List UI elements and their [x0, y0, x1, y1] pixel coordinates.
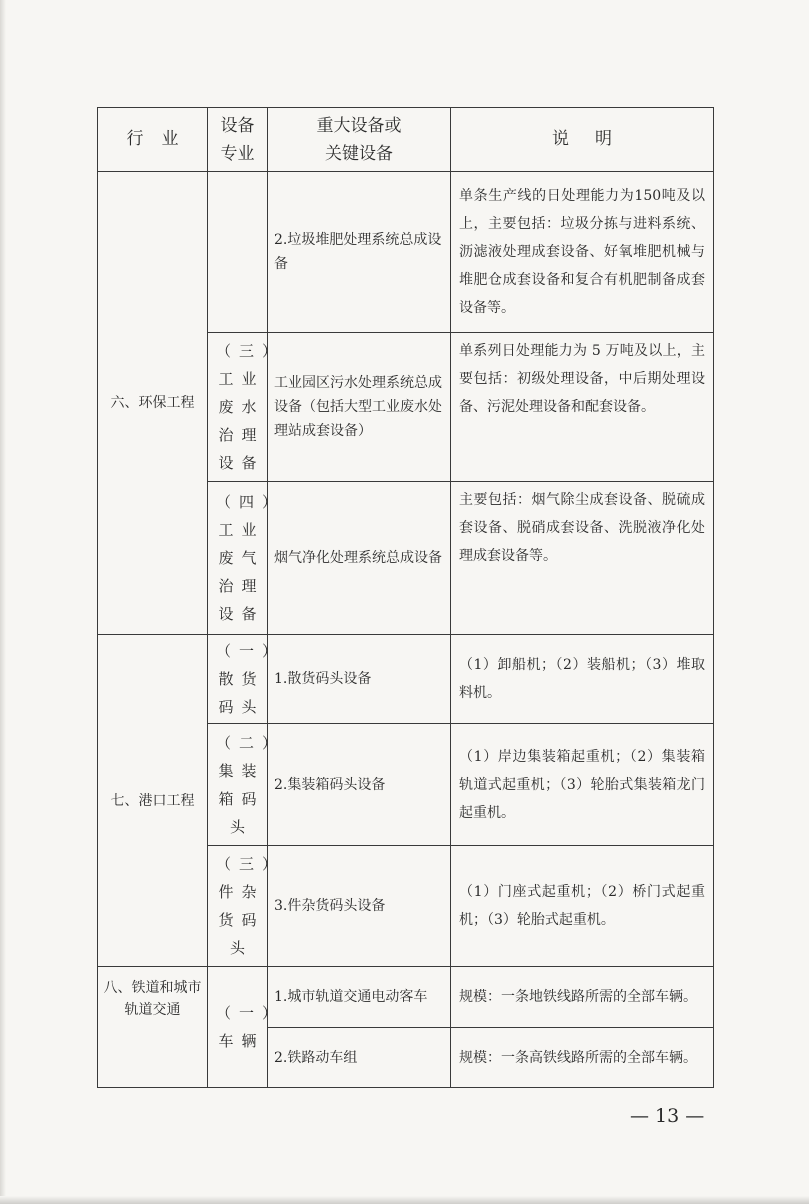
- equipment-cell: 2.铁路动车组: [268, 1028, 451, 1088]
- industry-cell-railway: 八、铁道和城市轨道交通: [98, 967, 208, 1088]
- note-cell: （1）岸边集装箱起重机；（2）集装箱轨道式起重机；（3）轮胎式集装箱龙门起重机。: [451, 724, 714, 846]
- header-specialty: 设备 专业: [208, 108, 268, 172]
- note-cell: 规模：一条高铁线路所需的全部车辆。: [451, 1028, 714, 1088]
- page-number: — 13 —: [630, 1105, 705, 1127]
- equipment-cell: 2.垃圾堆肥处理系统总成设备: [268, 172, 451, 333]
- note-cell: 规模：一条地铁线路所需的全部车辆。: [451, 967, 714, 1028]
- equipment-cell: 工业园区污水处理系统总成设备（包括大型工业废水处理站成套设备）: [268, 333, 451, 482]
- table-row: [98, 172, 714, 333]
- table-header-row: [98, 108, 714, 172]
- specialty-cell: （一） 散货 码头: [208, 635, 268, 724]
- industry-cell-environmental: 六、环保工程: [98, 172, 208, 635]
- equipment-cell: 1.城市轨道交通电动客车: [268, 967, 451, 1028]
- industry-cell-port: 七、港口工程: [98, 635, 208, 967]
- specialty-cell: （二） 集装 箱码 头: [208, 724, 268, 846]
- note-cell: 单系列日处理能力为 5 万吨及以上，主要包括：初级处理设备，中后期处理设备、污泥处理设备和配套设备。: [451, 333, 714, 482]
- table-row: [98, 635, 714, 724]
- page-bottom-shadow: [0, 1196, 809, 1204]
- page-edge-shadow: [0, 0, 6, 1204]
- header-equipment: 重大设备或 关键设备: [268, 108, 451, 172]
- equipment-table: [97, 107, 714, 1088]
- specialty-cell: （三） 件杂 货码 头: [208, 846, 268, 967]
- specialty-cell: （三） 工业 废水 治理 设备: [208, 333, 268, 482]
- header-industry: 行业: [98, 108, 208, 172]
- specialty-cell: （一） 车辆: [208, 967, 268, 1088]
- equipment-cell: 3.件杂货码头设备: [268, 846, 451, 967]
- equipment-cell: 1.散货码头设备: [268, 635, 451, 724]
- specialty-cell: （四） 工业 废气 治理 设备: [208, 482, 268, 635]
- note-cell: （1）门座式起重机；（2）桥门式起重机；（3）轮胎式起重机。: [451, 846, 714, 967]
- note-cell: 主要包括：烟气除尘成套设备、脱硫成套设备、脱硝成套设备、洗脱液净化处理成套设备等。: [451, 482, 714, 635]
- equipment-cell: 烟气净化处理系统总成设备: [268, 482, 451, 635]
- specialty-cell: [208, 172, 268, 333]
- equipment-cell: 2.集装箱码头设备: [268, 724, 451, 846]
- header-note: 说明: [451, 108, 714, 172]
- table-row: [98, 967, 714, 1028]
- note-cell: 单条生产线的日处理能力为150吨及以上，主要包括：垃圾分拣与进料系统、沥滤液处理成套设备、好氧堆肥机械与堆肥仓成套设备和复合有机肥制备成套设备等。: [451, 172, 714, 333]
- note-cell: （1）卸船机；（2）装船机；（3）堆取料机。: [451, 635, 714, 724]
